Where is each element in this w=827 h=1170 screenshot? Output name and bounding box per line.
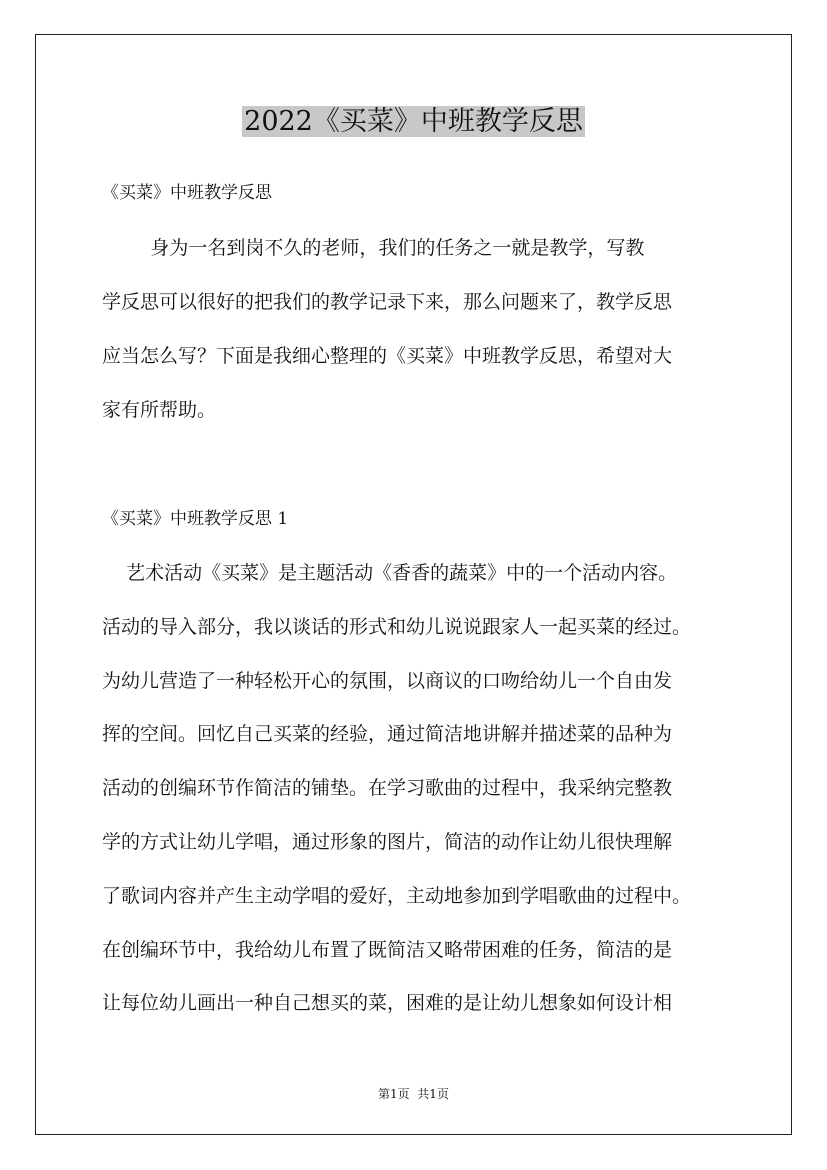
intro-line: 应当怎么写？下面是我细心整理的《买菜》中班教学反思，希望对大 — [102, 345, 673, 367]
document-subtitle: 《买菜》中班教学反思 — [102, 183, 272, 203]
document-title — [0, 100, 827, 144]
section-line: 挥的空间。回忆自己买菜的经验，通过简洁地讲解并描述菜的品种为 — [102, 723, 673, 746]
section-line: 在创编环节中，我给幼儿布置了既简洁又略带困难的任务，简洁的是 — [102, 938, 673, 961]
section-line: 活动的创编环节作简洁的铺垫。在学习歌曲的过程中，我采纳完整教 — [102, 777, 673, 800]
section-line: 活动的导入部分，我以谈话的形式和幼儿说说跟家人一起买菜的经过。 — [102, 615, 692, 638]
section-line: 了歌词内容并产生主动学唱的爱好，主动地参加到学唱歌曲的过程中。 — [102, 884, 692, 907]
section-line: 学的方式让幼儿学唱，通过形象的图片，简洁的动作让幼儿很快理解 — [102, 830, 673, 853]
section-paragraph — [102, 561, 730, 1045]
intro-line: 家有所帮助。 — [102, 399, 217, 421]
intro-line: 学反思可以很好的把我们的教学记录下来，那么问题来了，教学反思 — [102, 291, 673, 313]
section-heading: 《买菜》中班教学反思 1 — [102, 509, 289, 529]
section-line: 为幼儿营造了一种轻松开心的氛围，以商议的口吻给幼儿一个自由发 — [102, 669, 673, 692]
page-footer: 第1页 共1页 — [378, 1087, 449, 1101]
intro-line: 身为一名到岗不久的老师，我们的任务之一就是教学，写教 — [102, 237, 645, 259]
section-line: 让每位幼儿画出一种自己想买的菜，困难的是让幼儿想象如何设计相 — [102, 992, 673, 1015]
section-line: 艺术活动《买菜》是主题活动《香香的蔬菜》中的一个活动内容。 — [102, 562, 678, 584]
document-title-text: 2022《买菜》中班教学反思 — [244, 106, 583, 137]
intro-paragraph — [102, 236, 730, 452]
